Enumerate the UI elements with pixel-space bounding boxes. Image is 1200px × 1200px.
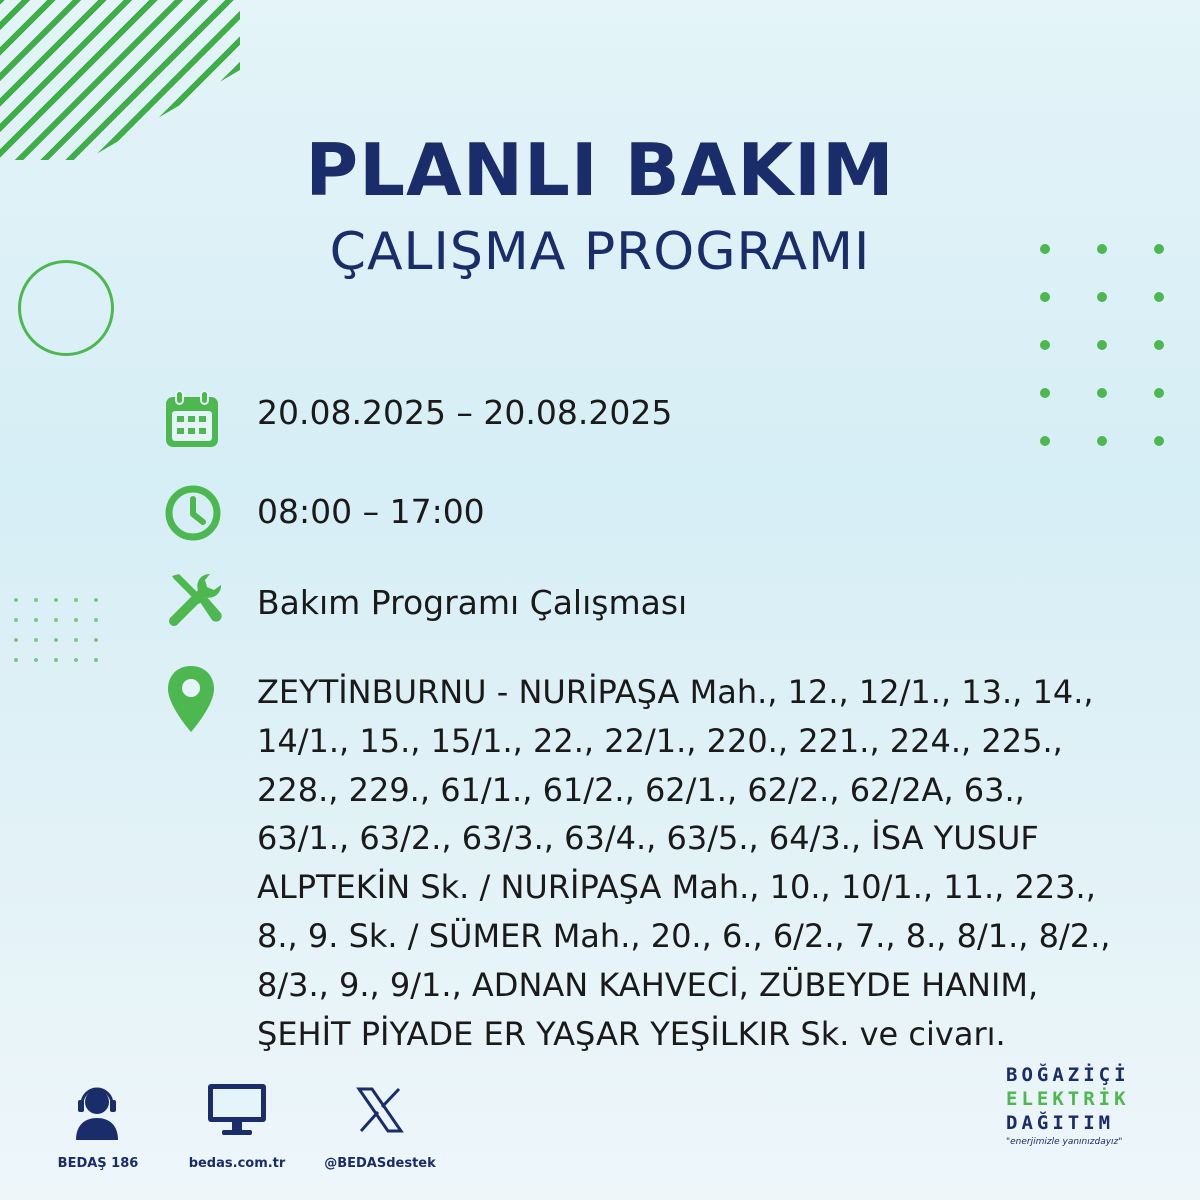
time-range: 08:00 – 17:00 [257, 492, 485, 531]
logo-line-2: ELEKTRİK [1006, 1088, 1130, 1110]
page-title: PLANLI BAKIM [305, 128, 895, 212]
address-line: ALPTEKİN Sk. / NURİPAŞA Mah., 10., 10/1., 11., 223., [257, 868, 1096, 907]
address-line: 8., 9. Sk. / SÜMER Mah., 20., 6., 6/2., 7., 8., 8/1., 8/2., [257, 916, 1111, 955]
address-line: 228., 229., 61/1., 61/2., 62/1., 62/2., 62/2A, 63., [257, 770, 1025, 809]
page-subtitle: ÇALIŞMA PROGRAMI [329, 222, 871, 282]
x-social-icon [355, 1085, 405, 1135]
phone-label: BEDAŞ 186 [57, 1156, 139, 1171]
address-line: 14/1., 15., 15/1., 22., 22/1., 220., 221., 224., 225., [257, 721, 1063, 760]
website-link[interactable]: bedas.com.tr [188, 1156, 286, 1171]
social-handle[interactable]: @BEDASdestek [324, 1156, 436, 1171]
work-type: Bakım Programı Çalışması [257, 583, 688, 622]
location-pin-icon [166, 664, 216, 734]
address-line: 8/3., 9., 9/1., ADNAN KAHVECİ, ZÜBEYDE HANIM, [257, 965, 1039, 1004]
address-line: ZEYTİNBURNU - NURİPAŞA Mah., 12., 12/1., 13., 14., [257, 673, 1094, 711]
address-list [257, 668, 1137, 1058]
clock-icon [164, 484, 222, 542]
logo-line-1: BOĞAZİÇİ [1006, 1064, 1130, 1086]
headset-agent-icon [72, 1082, 122, 1142]
address-line: ŞEHİT PİYADE ER YAŞAR YEŞİLKIR Sk. ve civarı. [257, 1014, 1006, 1053]
decorative-dot-grid-left [14, 598, 98, 662]
monitor-icon [206, 1082, 268, 1138]
address-line: 63/1., 63/2., 63/3., 63/4., 63/5., 64/3., İSA YUSUF [257, 819, 1039, 858]
calendar-icon [163, 388, 221, 450]
company-logo [1006, 1063, 1166, 1149]
tools-icon [164, 570, 224, 630]
logo-line-3: DAĞITIM [1006, 1112, 1115, 1134]
date-range: 20.08.2025 – 20.08.2025 [257, 393, 673, 432]
logo-slogan: "enerjimizle yanınızdayız" [1006, 1137, 1123, 1147]
